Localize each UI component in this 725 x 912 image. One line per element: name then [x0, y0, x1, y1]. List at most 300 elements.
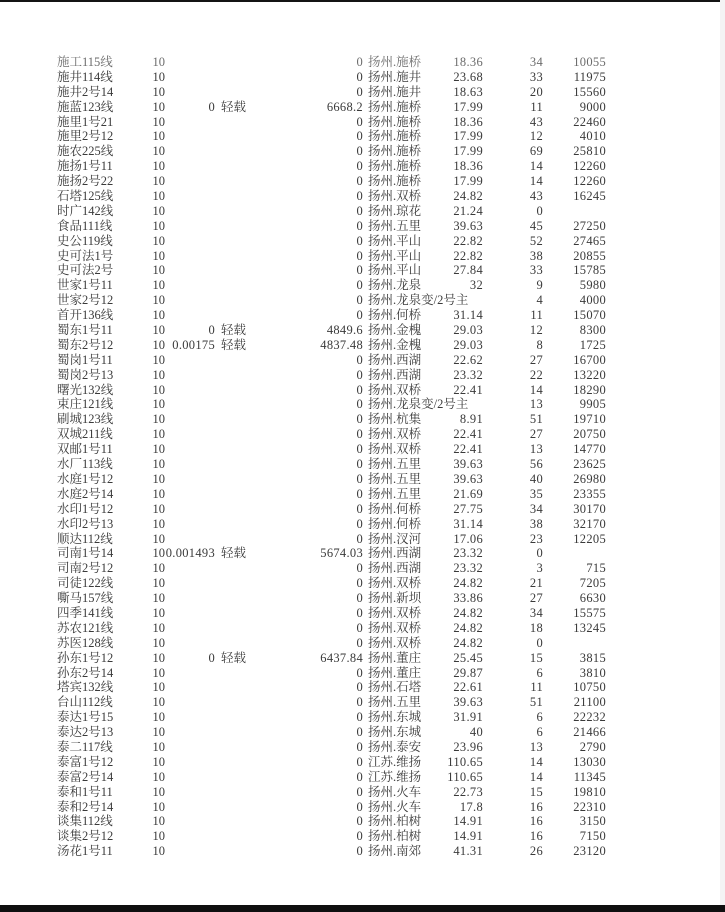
cell-value-a — [165, 710, 215, 725]
cell-line-name: 台山112线 — [57, 695, 113, 710]
cell-value-c: 22.62 — [453, 352, 483, 367]
cell-voltage: 10 — [152, 799, 165, 814]
cell-value-a — [165, 412, 215, 427]
table-row[interactable] — [0, 755, 725, 770]
cell-line-name: 塔宾132线 — [57, 680, 114, 695]
cell-value-e: 16245 — [573, 189, 606, 204]
cell-station: 扬州.西湖 — [368, 561, 422, 576]
cell-value-a — [165, 129, 215, 144]
cell-line-name: 苏医128线 — [57, 635, 114, 650]
cell-value-d: 0 — [536, 635, 543, 650]
cell-load-status — [215, 740, 249, 755]
cell-value-e: 13220 — [573, 367, 606, 382]
cell-value-e: 7150 — [579, 829, 606, 844]
cell-value-c: 17.06 — [453, 531, 483, 546]
cell-value-c: 22.82 — [453, 248, 483, 263]
cell-value-b: 0 — [356, 144, 363, 159]
cell-value-b: 0 — [356, 814, 363, 829]
table-row[interactable] — [0, 844, 725, 859]
cell-value-d: 14 — [529, 769, 543, 784]
table-row[interactable] — [0, 532, 725, 547]
table-row[interactable] — [0, 636, 725, 651]
cell-value-e: 11975 — [573, 69, 606, 84]
cell-voltage: 10 — [152, 159, 165, 174]
table-row[interactable] — [0, 621, 725, 636]
cell-value-a — [165, 680, 215, 695]
cell-load-status — [215, 249, 249, 264]
cell-line-name: 水厂113线 — [57, 457, 113, 472]
cell-station: 扬州.火车 — [368, 799, 422, 814]
cell-value-e: 10750 — [573, 680, 606, 695]
cell-value-c: 41.31 — [453, 844, 483, 859]
cell-line-name: 泰和1号11 — [57, 784, 113, 799]
cell-value-a — [165, 174, 215, 189]
cell-value-c: 24.82 — [453, 189, 483, 204]
cell-load-status — [215, 487, 249, 502]
cell-value-d: 6 — [536, 665, 543, 680]
cell-line-name: 施工115线 — [57, 55, 113, 69]
cell-value-a — [165, 636, 215, 651]
cell-value-d: 26 — [529, 844, 543, 859]
cell-line-name: 世家2号12 — [57, 293, 114, 308]
cell-value-a — [165, 576, 215, 591]
cell-station: 扬州.董庄 — [368, 665, 422, 680]
cell-value-d: 27 — [529, 352, 543, 367]
cell-station: 扬州.龙泉变/2号主 — [368, 293, 469, 308]
cell-value-a — [165, 606, 215, 621]
table-row[interactable] — [0, 829, 725, 844]
cell-value-e: 15785 — [573, 263, 606, 278]
cell-station: 扬州.五里 — [368, 471, 422, 486]
cell-value-d: 16 — [529, 799, 543, 814]
cell-line-name: 司南2号12 — [57, 561, 114, 576]
cell-voltage: 10 — [152, 710, 165, 725]
cell-station: 扬州.何桥 — [368, 308, 422, 323]
cell-value-d: 51 — [529, 695, 543, 710]
cell-line-name: 泰和2号14 — [57, 799, 114, 814]
cell-voltage: 10 — [152, 486, 165, 501]
cell-value-c — [443, 397, 483, 412]
cell-load-status — [215, 383, 249, 398]
cell-value-b: 6668.2 — [326, 99, 363, 114]
cell-load-status — [215, 844, 249, 859]
cell-value-a: 0 — [208, 99, 215, 114]
cell-load-status — [215, 561, 249, 576]
table-row[interactable] — [0, 174, 725, 189]
cell-load-status — [215, 695, 249, 710]
cell-value-c: 23.96 — [453, 739, 483, 754]
cell-load-status — [215, 219, 249, 234]
table-row[interactable] — [0, 144, 725, 159]
table-row[interactable] — [0, 159, 725, 174]
cell-station: 扬州.龙泉 — [368, 278, 422, 293]
cell-voltage: 10 — [152, 412, 165, 427]
cell-value-c: 14.91 — [453, 829, 483, 844]
table-row[interactable] — [0, 249, 725, 264]
table-row[interactable] — [0, 353, 725, 368]
cell-station: 扬州.泰安 — [368, 739, 422, 754]
cell-value-b: 0 — [356, 352, 363, 367]
cell-value-e: 23355 — [573, 486, 606, 501]
cell-value-a — [165, 368, 215, 383]
table-row[interactable] — [0, 487, 725, 502]
cell-load-status — [215, 368, 249, 383]
table-row[interactable] — [0, 189, 725, 204]
table-row[interactable] — [0, 100, 725, 115]
cell-load-status — [215, 308, 249, 323]
cell-voltage: 10 — [152, 546, 165, 561]
cell-load-status — [215, 800, 249, 815]
cell-value-e: 11345 — [573, 769, 606, 784]
cell-value-d: 34 — [529, 605, 543, 620]
cell-value-a — [165, 70, 215, 85]
cell-load-status — [215, 532, 249, 547]
cell-value-b: 0 — [356, 635, 363, 650]
cell-voltage: 10 — [152, 531, 165, 546]
cell-value-c: 18.63 — [453, 84, 483, 99]
cell-value-b: 0 — [356, 576, 363, 591]
cell-value-b: 0 — [356, 278, 363, 293]
cell-value-d: 6 — [536, 710, 543, 725]
table-row[interactable] — [0, 770, 725, 785]
cell-value-a — [165, 293, 215, 308]
table-row[interactable] — [0, 427, 725, 442]
cell-station: 扬州.柏树 — [368, 814, 422, 829]
cell-value-e: 22232 — [573, 710, 606, 725]
cell-value-d: 8 — [536, 337, 543, 352]
cell-value-d: 27 — [529, 591, 543, 606]
table-row[interactable] — [0, 666, 725, 681]
table-row[interactable] — [0, 814, 725, 829]
cell-station: 扬州.施桥 — [368, 129, 422, 144]
table-row[interactable] — [0, 725, 725, 740]
table-row[interactable] — [0, 651, 725, 666]
table-row[interactable] — [0, 368, 725, 383]
table-row[interactable] — [0, 710, 725, 725]
cell-value-c: 17.99 — [453, 99, 483, 114]
table-row[interactable] — [0, 55, 725, 70]
cell-value-b: 0 — [356, 591, 363, 606]
cell-value-c: 22.41 — [453, 382, 483, 397]
cell-value-d: 0 — [536, 546, 543, 561]
table-row[interactable] — [0, 323, 725, 338]
cell-value-d: 43 — [529, 114, 543, 129]
cell-value-d: 20 — [529, 84, 543, 99]
cell-line-name: 时广142线 — [57, 203, 114, 218]
cell-voltage: 10 — [152, 69, 165, 84]
cell-voltage: 10 — [152, 680, 165, 695]
table-row[interactable] — [0, 397, 725, 412]
cell-value-c: 23.32 — [453, 367, 483, 382]
cell-value-d: 4 — [536, 293, 543, 308]
cell-value-c: 25.45 — [453, 650, 483, 665]
cell-value-e: 19810 — [573, 784, 606, 799]
cell-station: 扬州.施井 — [368, 69, 422, 84]
cell-line-name: 水印1号12 — [57, 501, 114, 516]
cell-line-name: 首开136线 — [57, 308, 114, 323]
cell-value-c: 110.65 — [447, 754, 483, 769]
cell-value-d: 27 — [529, 427, 543, 442]
cell-line-name: 蜀东1号11 — [57, 323, 113, 338]
table-row[interactable] — [0, 606, 725, 621]
cell-value-d: 51 — [529, 412, 543, 427]
cell-value-a — [165, 561, 215, 576]
cell-value-b: 0 — [356, 561, 363, 576]
cell-value-c: 39.63 — [453, 471, 483, 486]
cell-voltage: 10 — [152, 591, 165, 606]
cell-value-b: 0 — [356, 501, 363, 516]
table-row[interactable] — [0, 680, 725, 695]
cell-station: 扬州.五里 — [368, 486, 422, 501]
cell-station: 扬州.何桥 — [368, 516, 422, 531]
cell-value-d: 40 — [529, 471, 543, 486]
cell-voltage: 10 — [152, 337, 165, 352]
cell-value-e: 8300 — [579, 323, 606, 338]
cell-load-status — [215, 666, 249, 681]
cell-load-status: 轻载 — [221, 323, 247, 338]
cell-value-a — [165, 353, 215, 368]
cell-value-c: 31.91 — [453, 710, 483, 725]
cell-value-b: 0 — [356, 129, 363, 144]
cell-value-c: 40 — [469, 725, 483, 740]
cell-value-d: 34 — [529, 501, 543, 516]
cell-voltage: 10 — [152, 814, 165, 829]
table-row[interactable] — [0, 546, 725, 561]
cell-load-status — [215, 502, 249, 517]
cell-value-b: 0 — [356, 665, 363, 680]
cell-value-e: 12260 — [573, 159, 606, 174]
cell-value-d: 38 — [529, 516, 543, 531]
table-row[interactable] — [0, 85, 725, 100]
cell-voltage: 10 — [152, 754, 165, 769]
cell-value-e: 26980 — [573, 471, 606, 486]
cell-station: 扬州.金槐 — [368, 337, 422, 352]
table-row[interactable] — [0, 800, 725, 815]
cell-value-d: 16 — [529, 814, 543, 829]
cell-value-c: 31.14 — [453, 516, 483, 531]
table-row[interactable] — [0, 740, 725, 755]
cell-value-c: 24.82 — [453, 605, 483, 620]
cell-value-e: 6630 — [579, 591, 606, 606]
cell-value-a — [165, 740, 215, 755]
cell-value-a — [165, 829, 215, 844]
cell-voltage: 10 — [152, 725, 165, 740]
cell-value-d: 0 — [536, 203, 543, 218]
cell-value-d: 34 — [529, 55, 543, 69]
cell-value-d: 45 — [529, 218, 543, 233]
table-row[interactable] — [0, 278, 725, 293]
cell-station: 扬州.施桥 — [368, 144, 422, 159]
table-row[interactable] — [0, 472, 725, 487]
table-row[interactable] — [0, 383, 725, 398]
cell-line-name: 四季141线 — [57, 605, 114, 620]
cell-value-c: 22.41 — [453, 442, 483, 457]
cell-load-status — [215, 427, 249, 442]
cell-value-b: 0 — [356, 189, 363, 204]
cell-load-status — [215, 353, 249, 368]
cell-value-e: 32170 — [573, 516, 606, 531]
cell-value-e: 20750 — [573, 427, 606, 442]
table-row[interactable] — [0, 338, 725, 353]
cell-station: 扬州.双桥 — [368, 427, 422, 442]
cell-line-name: 苏农121线 — [57, 620, 114, 635]
cell-value-e: 27465 — [573, 233, 606, 248]
cell-line-name: 施蓝123线 — [57, 99, 114, 114]
cell-line-name: 孙东1号12 — [57, 650, 114, 665]
cell-value-a — [165, 457, 215, 472]
cell-line-name: 谈集2号12 — [57, 829, 114, 844]
table-row[interactable] — [0, 457, 725, 472]
cell-value-b: 4837.48 — [320, 337, 363, 352]
cell-value-b: 0 — [356, 293, 363, 308]
cell-station: 扬州.双桥 — [368, 605, 422, 620]
cell-voltage: 10 — [152, 263, 165, 278]
cell-value-b: 0 — [356, 308, 363, 323]
cell-line-name: 史可法1号 — [57, 248, 114, 263]
cell-value-e: 9000 — [579, 99, 606, 114]
cell-load-status — [215, 755, 249, 770]
cell-value-b: 0 — [356, 382, 363, 397]
cell-voltage: 10 — [152, 516, 165, 531]
cell-line-name: 孙东2号14 — [57, 665, 114, 680]
cell-value-d: 12 — [529, 129, 543, 144]
cell-value-b: 0 — [356, 516, 363, 531]
cell-value-b: 0 — [356, 69, 363, 84]
cell-station: 扬州.五里 — [368, 218, 422, 233]
cell-value-e: 23625 — [573, 457, 606, 472]
cell-value-e: 2790 — [579, 739, 606, 754]
table-row[interactable] — [0, 204, 725, 219]
table-row[interactable] — [0, 263, 725, 278]
table-row[interactable] — [0, 502, 725, 517]
cell-line-name: 司徒122线 — [57, 576, 114, 591]
cell-voltage: 10 — [152, 129, 165, 144]
table-row[interactable] — [0, 293, 725, 308]
table-row[interactable] — [0, 129, 725, 144]
cell-station: 扬州.西湖 — [368, 367, 422, 382]
cell-value-b: 0 — [356, 412, 363, 427]
cell-line-name: 施扬1号11 — [57, 159, 113, 174]
table-row[interactable] — [0, 442, 725, 457]
cell-value-a — [165, 55, 215, 70]
cell-load-status — [215, 263, 249, 278]
cell-station: 扬州.五里 — [368, 457, 422, 472]
cell-station: 扬州.施桥 — [368, 99, 422, 114]
cell-value-d: 69 — [529, 144, 543, 159]
cell-voltage: 10 — [152, 471, 165, 486]
cell-value-e: 3815 — [579, 650, 606, 665]
cell-voltage: 10 — [152, 218, 165, 233]
cell-voltage: 10 — [152, 501, 165, 516]
table-row[interactable] — [0, 517, 725, 532]
cell-value-a — [165, 249, 215, 264]
cell-value-e: 21100 — [573, 695, 606, 710]
cell-load-status — [215, 412, 249, 427]
cell-load-status — [215, 85, 249, 100]
cell-line-name: 水庭1号12 — [57, 471, 114, 486]
cell-voltage: 10 — [152, 605, 165, 620]
cell-load-status — [215, 621, 249, 636]
cell-line-name: 世家1号11 — [57, 278, 113, 293]
cell-value-e: 7205 — [579, 576, 606, 591]
cell-value-d: 35 — [529, 486, 543, 501]
table-row[interactable] — [0, 234, 725, 249]
cell-value-a — [165, 487, 215, 502]
cell-station: 扬州.南郊 — [368, 844, 422, 859]
cell-value-a — [165, 472, 215, 487]
cell-value-b: 0 — [356, 710, 363, 725]
cell-value-b: 0 — [356, 174, 363, 189]
cell-voltage: 10 — [152, 55, 165, 69]
table-row[interactable] — [0, 561, 725, 576]
cell-line-name: 束庄121线 — [57, 397, 114, 412]
cell-line-name: 蜀东2号12 — [57, 337, 114, 352]
cell-value-c: 14.91 — [453, 814, 483, 829]
cell-value-a: 0.001493 — [165, 546, 215, 561]
table-row[interactable] — [0, 576, 725, 591]
cell-line-name: 施里1号21 — [57, 114, 114, 129]
cell-value-e: 21466 — [573, 725, 606, 740]
cell-voltage: 10 — [152, 576, 165, 591]
bottom-bar — [0, 905, 725, 912]
cell-value-b: 0 — [356, 397, 363, 412]
cell-load-status: 轻载 — [221, 99, 247, 114]
table-row[interactable] — [0, 308, 725, 323]
cell-value-c: 39.63 — [453, 218, 483, 233]
cell-value-e: 18290 — [573, 382, 606, 397]
cell-value-a — [165, 800, 215, 815]
cell-line-name: 刷城123线 — [57, 412, 114, 427]
cell-voltage: 10 — [152, 457, 165, 472]
cell-value-b: 0 — [356, 471, 363, 486]
cell-value-a — [165, 234, 215, 249]
cell-station: 扬州.琼花 — [368, 203, 422, 218]
cell-voltage: 10 — [152, 382, 165, 397]
cell-station: 扬州.双桥 — [368, 189, 422, 204]
cell-value-c: 110.65 — [447, 769, 483, 784]
table-row[interactable] — [0, 591, 725, 606]
cell-value-e: 3150 — [579, 814, 606, 829]
cell-voltage: 10 — [152, 278, 165, 293]
cell-voltage: 10 — [152, 397, 165, 412]
cell-value-d: 23 — [529, 531, 543, 546]
cell-value-d: 12 — [529, 323, 543, 338]
cell-value-a — [165, 189, 215, 204]
cell-voltage: 10 — [152, 620, 165, 635]
table-row[interactable] — [0, 412, 725, 427]
cell-station: 扬州.施桥 — [368, 55, 422, 69]
cell-value-e: 22310 — [573, 799, 606, 814]
cell-station: 扬州.董庄 — [368, 650, 422, 665]
cell-load-status — [215, 159, 249, 174]
cell-value-e: 715 — [586, 561, 606, 576]
cell-load-status — [215, 770, 249, 785]
cell-line-name: 施扬2号22 — [57, 174, 114, 189]
cell-voltage: 10 — [152, 308, 165, 323]
cell-station: 扬州.西湖 — [368, 546, 422, 561]
table-row[interactable] — [0, 785, 725, 800]
table-row[interactable] — [0, 695, 725, 710]
cell-voltage: 10 — [152, 769, 165, 784]
table-row[interactable] — [0, 70, 725, 85]
cell-station: 江苏.维扬 — [368, 769, 422, 784]
table-row[interactable] — [0, 115, 725, 130]
cell-value-b: 0 — [356, 769, 363, 784]
cell-value-b: 0 — [356, 442, 363, 457]
cell-voltage: 10 — [152, 99, 165, 114]
table-row[interactable] — [0, 219, 725, 234]
cell-load-status — [215, 472, 249, 487]
